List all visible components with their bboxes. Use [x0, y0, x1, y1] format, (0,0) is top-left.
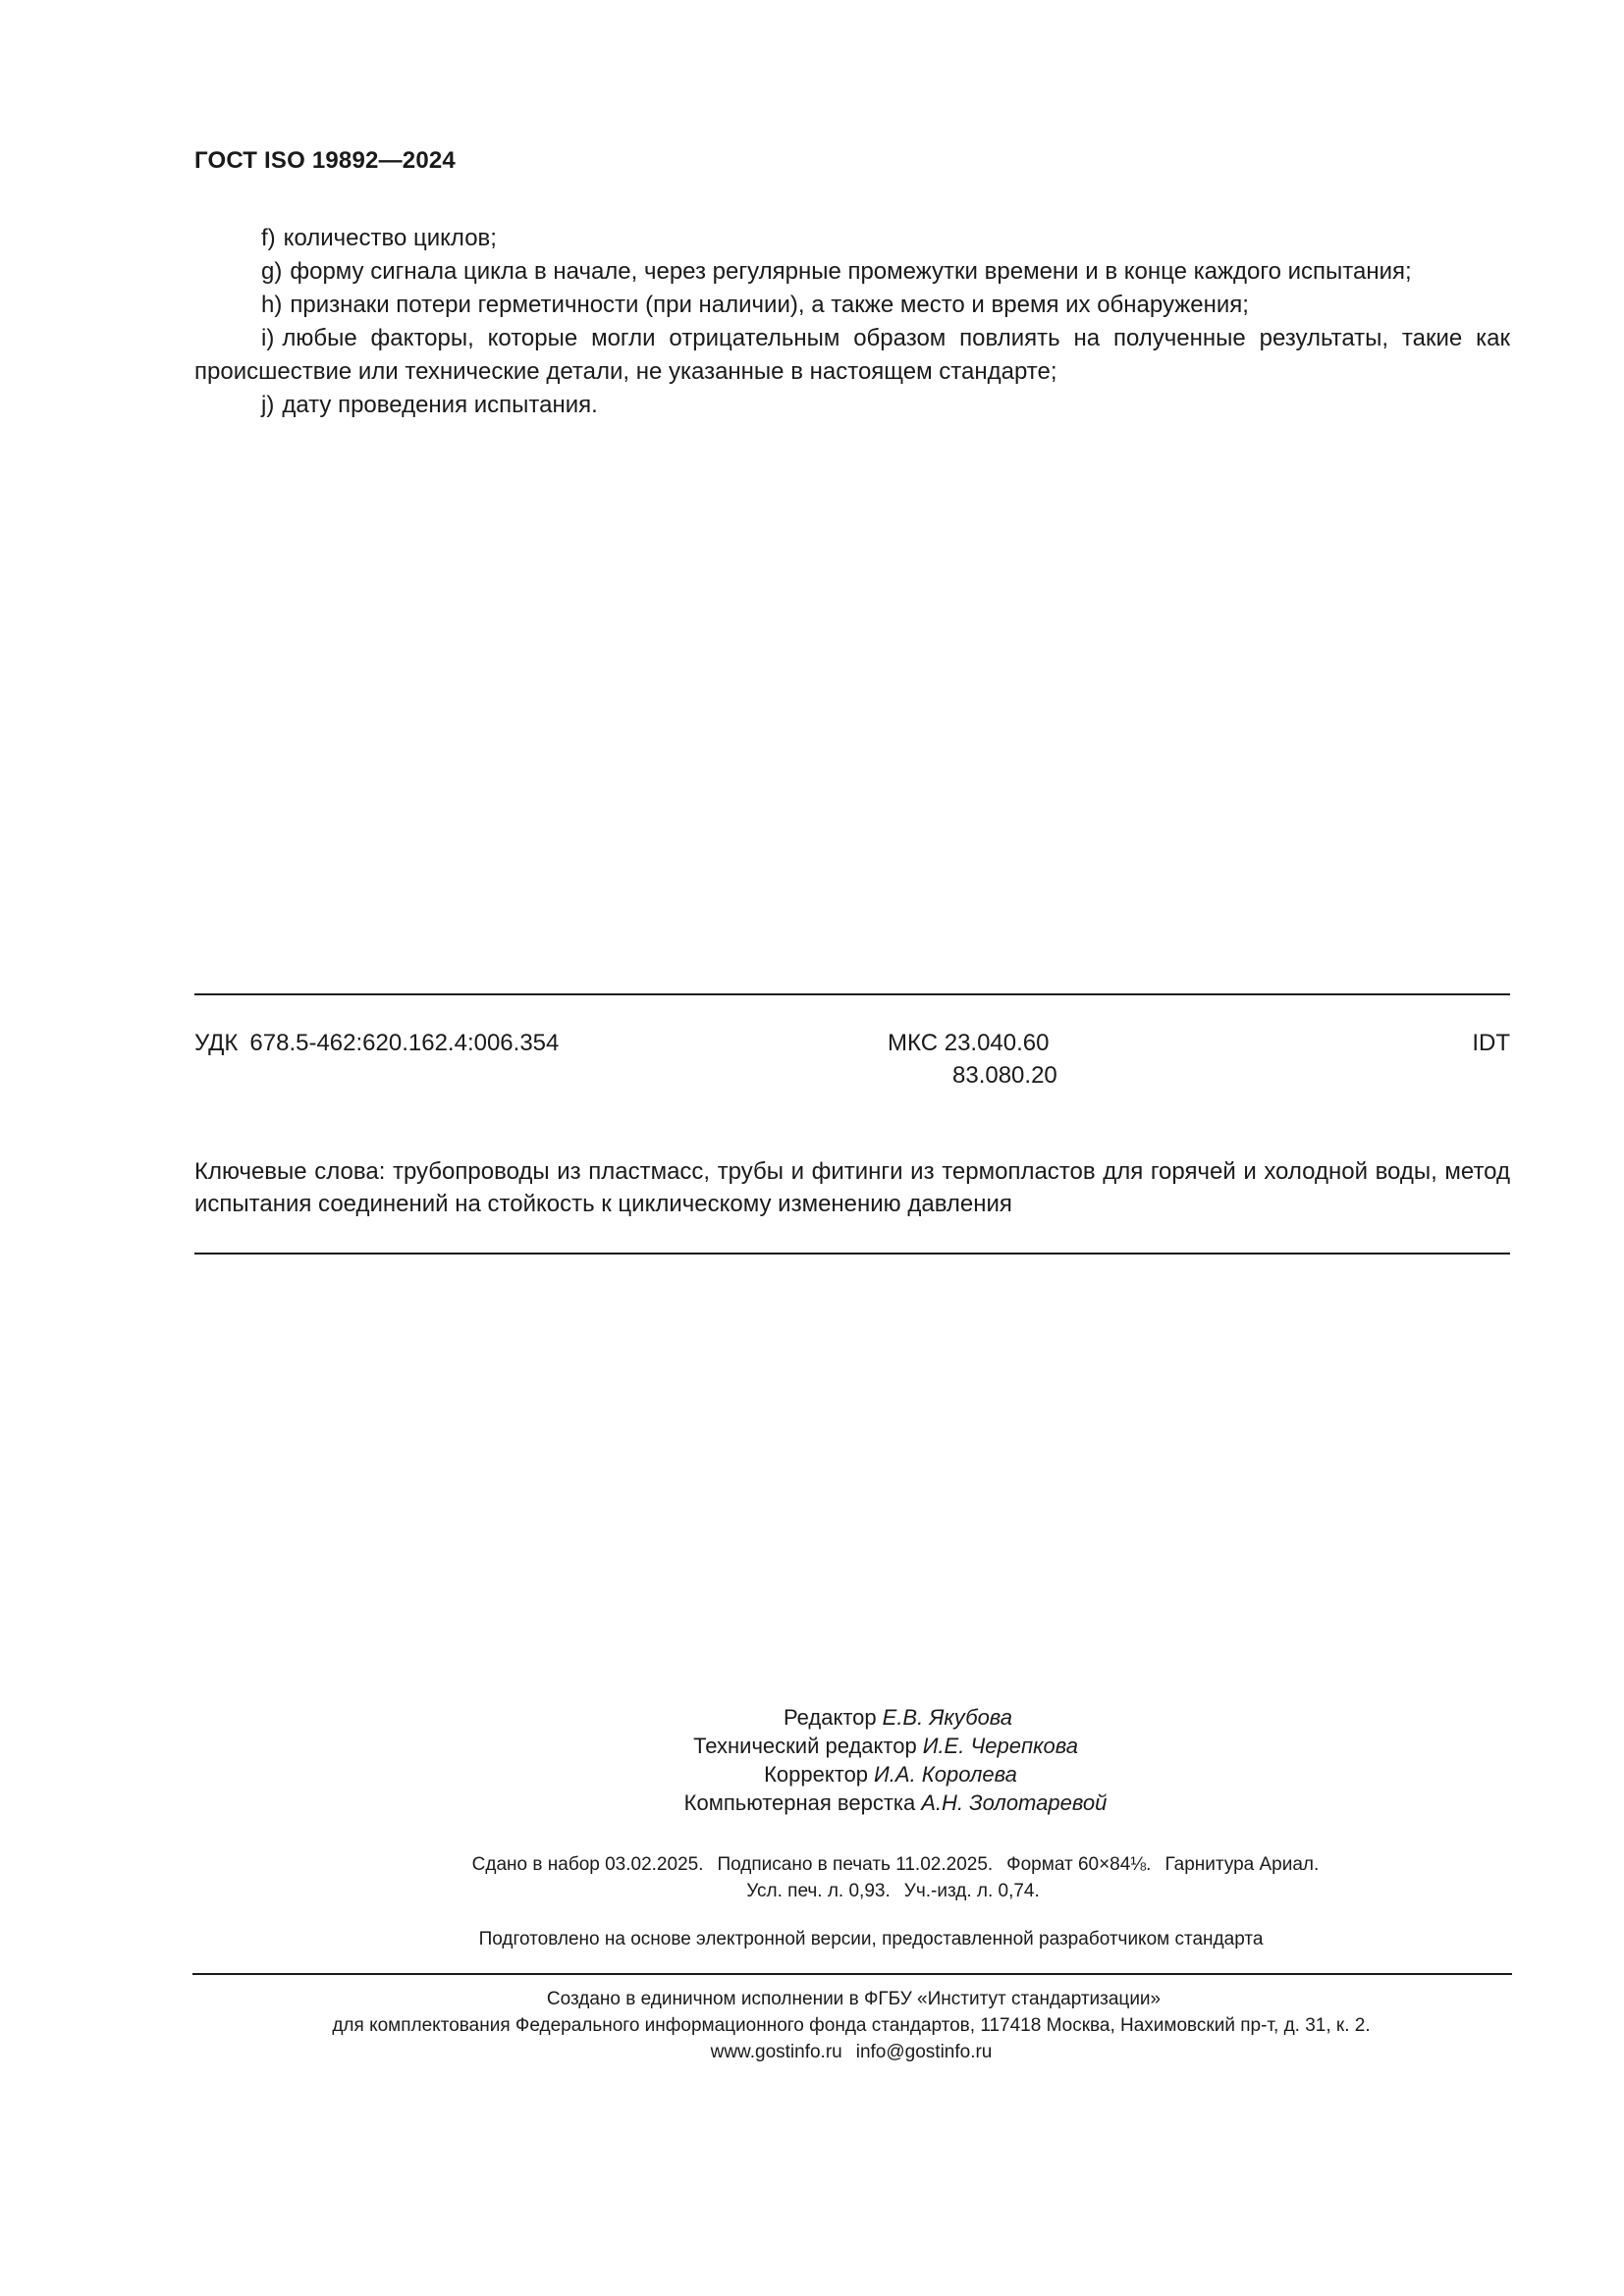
list-item — [194, 322, 1510, 389]
list-item-letter: g) — [261, 258, 283, 285]
udk-label: УДК — [194, 1030, 239, 1056]
top-divider — [194, 993, 1510, 995]
keywords-paragraph — [194, 1155, 1510, 1220]
keywords-text: Ключевые слова: трубопроводы из пластмасс, трубы и фитинги из термопластов для горячей и холодной воды, метод испытания соединений на стойкость к циклическому изменению давления — [194, 1158, 1510, 1217]
credit-name: И.Е. Черепкова — [922, 1734, 1078, 1758]
credit-name: И.А. Королева — [874, 1762, 1017, 1787]
list-item-text: дату проведения испытания. — [282, 392, 598, 418]
credit-name: Е.В. Якубова — [882, 1705, 1013, 1730]
list-item-text: любые факторы, которые могли отрицательным образом повлиять на полученные результаты, такие как происшествие или технические детали, не указанные в настоящем стандарте; — [194, 325, 1510, 385]
credit-name: А.Н. Золотаревой — [921, 1790, 1108, 1815]
bottom-divider — [192, 1973, 1512, 1975]
imprint-signed: Подписано в печать 11.02.2025. — [717, 1854, 994, 1875]
list-item-text: признаки потери герметичности (при наличии), а также место и время их обнаружения; — [290, 292, 1249, 318]
list-item-text: количество циклов; — [283, 225, 497, 251]
list-item-letter: j) — [261, 392, 275, 418]
print-imprint — [0, 1851, 1624, 1904]
credit-role: Компьютерная верстка — [683, 1790, 916, 1815]
list-item — [194, 289, 1510, 322]
publisher-line-1: Создано в единичном исполнении в ФГБУ «Институт стандартизации» — [546, 1989, 1162, 2009]
credit-role: Технический редактор — [693, 1734, 917, 1758]
udk-code — [194, 1027, 559, 1059]
credit-role: Корректор — [764, 1762, 869, 1787]
list-item-letter: f) — [261, 225, 276, 251]
imprint-pub-sheets: Уч.-изд. л. 0,74. — [903, 1881, 1040, 1901]
mks-value-2: 83.080.20 — [952, 1062, 1057, 1089]
imprint-submitted: Сдано в набор 03.02.2025. — [471, 1854, 704, 1875]
list-item — [194, 255, 1510, 289]
credit-line — [0, 1732, 1624, 1760]
editorial-credits — [0, 1703, 1624, 1817]
imprint-print-sheets: Усл. печ. л. 0,93. — [746, 1881, 891, 1901]
keywords-divider — [194, 1253, 1510, 1255]
email-link[interactable]: info@gostinfo.ru — [855, 2042, 993, 2062]
mks-code — [888, 1027, 1057, 1092]
list-item-letter: i) — [261, 325, 275, 351]
list-item — [194, 389, 1510, 422]
mks-label: МКС — [888, 1030, 939, 1056]
list-item — [194, 222, 1510, 255]
credit-role: Редактор — [783, 1705, 877, 1730]
list-item-text: форму сигнала цикла в начале, через регулярные промежутки времени и в конце каждого испытания; — [290, 258, 1412, 285]
imprint-format: Формат 60×84⅛. — [1006, 1854, 1152, 1875]
list-item-letter: h) — [261, 292, 283, 318]
credit-line — [0, 1760, 1624, 1789]
imprint-typeface: Гарнитура Ариал. — [1164, 1854, 1320, 1875]
publisher-contacts — [0, 2039, 1624, 2065]
report-items-list — [194, 222, 1510, 422]
prepared-note: Подготовлено на основе электронной версии, предоставленной разработчиком стандарта — [478, 1929, 1264, 1949]
imprint-row — [0, 1878, 1624, 1904]
credit-line — [0, 1703, 1624, 1732]
mks-value-1: 23.040.60 — [944, 1030, 1050, 1056]
document-header: ГОСТ ISO 19892—2024 — [194, 147, 456, 174]
degree-of-correspondence: IDT — [1472, 1030, 1510, 1056]
imprint-row — [0, 1851, 1624, 1878]
publisher-line-2: для комплектования Федерального информационного фонда стандартов, 117418 Москва, Нахимовский пр-т, д. 31, к. 2. — [332, 2015, 1371, 2036]
website-link[interactable]: www.gostinfo.ru — [710, 2042, 842, 2062]
udk-value: 678.5-462:620.162.4:006.354 — [249, 1030, 560, 1056]
publisher-info — [0, 1986, 1624, 2065]
credit-line — [0, 1789, 1624, 1817]
